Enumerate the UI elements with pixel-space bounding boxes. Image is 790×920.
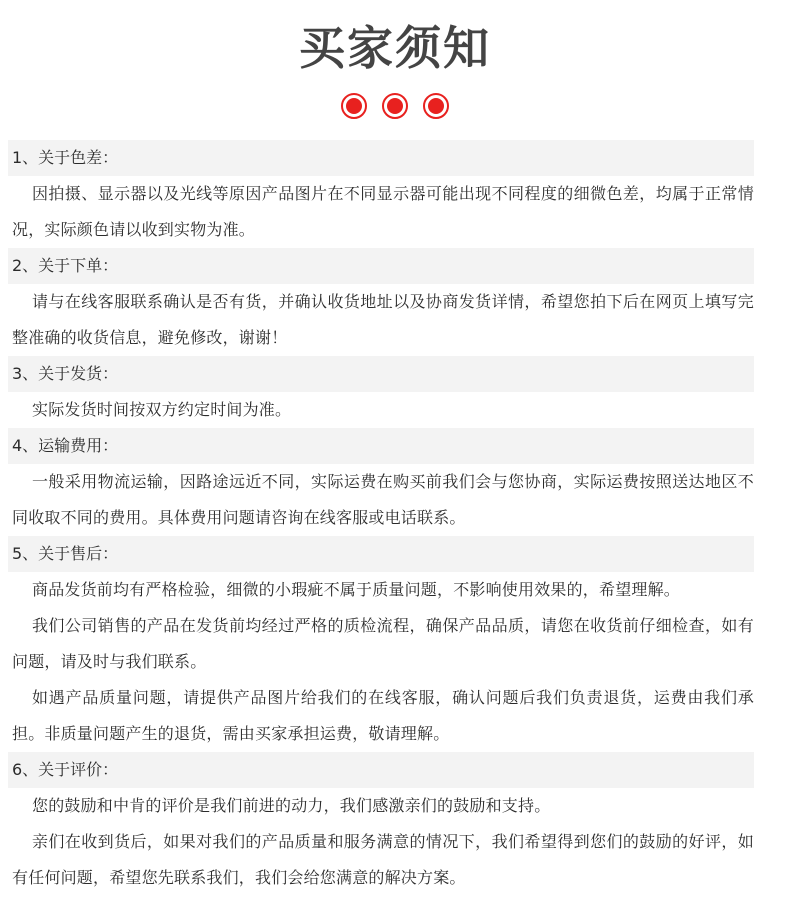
section-after-sales	[8, 536, 754, 752]
section-color-difference	[8, 140, 754, 248]
section-paragraph: 一般采用物流运输，因路途远近不同，实际运费在购买前我们会与您协商，实际运费按照送达地区不同收取不同的费用。具体费用问题请咨询在线客服或电话联系。	[12, 472, 754, 527]
section-heading: 3、关于发货：	[8, 356, 754, 392]
section-paragraph: 实际发货时间按双方约定时间为准。	[32, 400, 292, 419]
section-reviews	[8, 752, 754, 896]
section-paragraph: 我们公司销售的产品在发货前均经过严格的质检流程，确保产品品质，请您在收货前仔细检查，如有问题，请及时与我们联系。	[12, 616, 754, 671]
section-paragraph: 如遇产品质量问题，请提供产品图片给我们的在线客服，确认问题后我们负责退货，运费由我们承担。非质量问题产生的退货，需由买家承担运费，敬请理解。	[12, 688, 754, 743]
section-paragraph: 亲们在收到货后，如果对我们的产品质量和服务满意的情况下，我们希望得到您们的鼓励的好评，如有任何问题，希望您先联系我们，我们会给您满意的解决方案。	[12, 832, 754, 887]
section-paragraph: 因拍摄、显示器以及光线等原因产品图片在不同显示器可能出现不同程度的细微色差，均属于正常情况，实际颜色请以收到实物为准。	[12, 184, 754, 239]
red-dot-icon	[341, 93, 367, 119]
red-dot-icon	[382, 93, 408, 119]
notice-content	[8, 140, 754, 896]
section-heading: 1、关于色差：	[8, 140, 754, 176]
section-paragraph: 商品发货前均有严格检验，细微的小瑕疵不属于质量问题，不影响使用效果的，希望理解。	[32, 580, 681, 599]
section-shipping	[8, 356, 754, 428]
section-heading: 5、关于售后：	[8, 536, 754, 572]
section-shipping-fee	[8, 428, 754, 536]
section-ordering	[8, 248, 754, 356]
section-heading: 2、关于下单：	[8, 248, 754, 284]
section-heading: 4、运输费用：	[8, 428, 754, 464]
title-decoration	[0, 93, 790, 119]
section-paragraph: 您的鼓励和中肯的评价是我们前进的动力，我们感激亲们的鼓励和支持。	[32, 796, 551, 815]
page-title: 买家须知	[299, 21, 491, 75]
section-heading: 6、关于评价：	[8, 752, 754, 788]
section-paragraph: 请与在线客服联系确认是否有货，并确认收货地址以及协商发货详情，希望您拍下后在网页上填写完整准确的收货信息，避免修改，谢谢！	[12, 292, 754, 347]
red-dot-icon	[423, 93, 449, 119]
